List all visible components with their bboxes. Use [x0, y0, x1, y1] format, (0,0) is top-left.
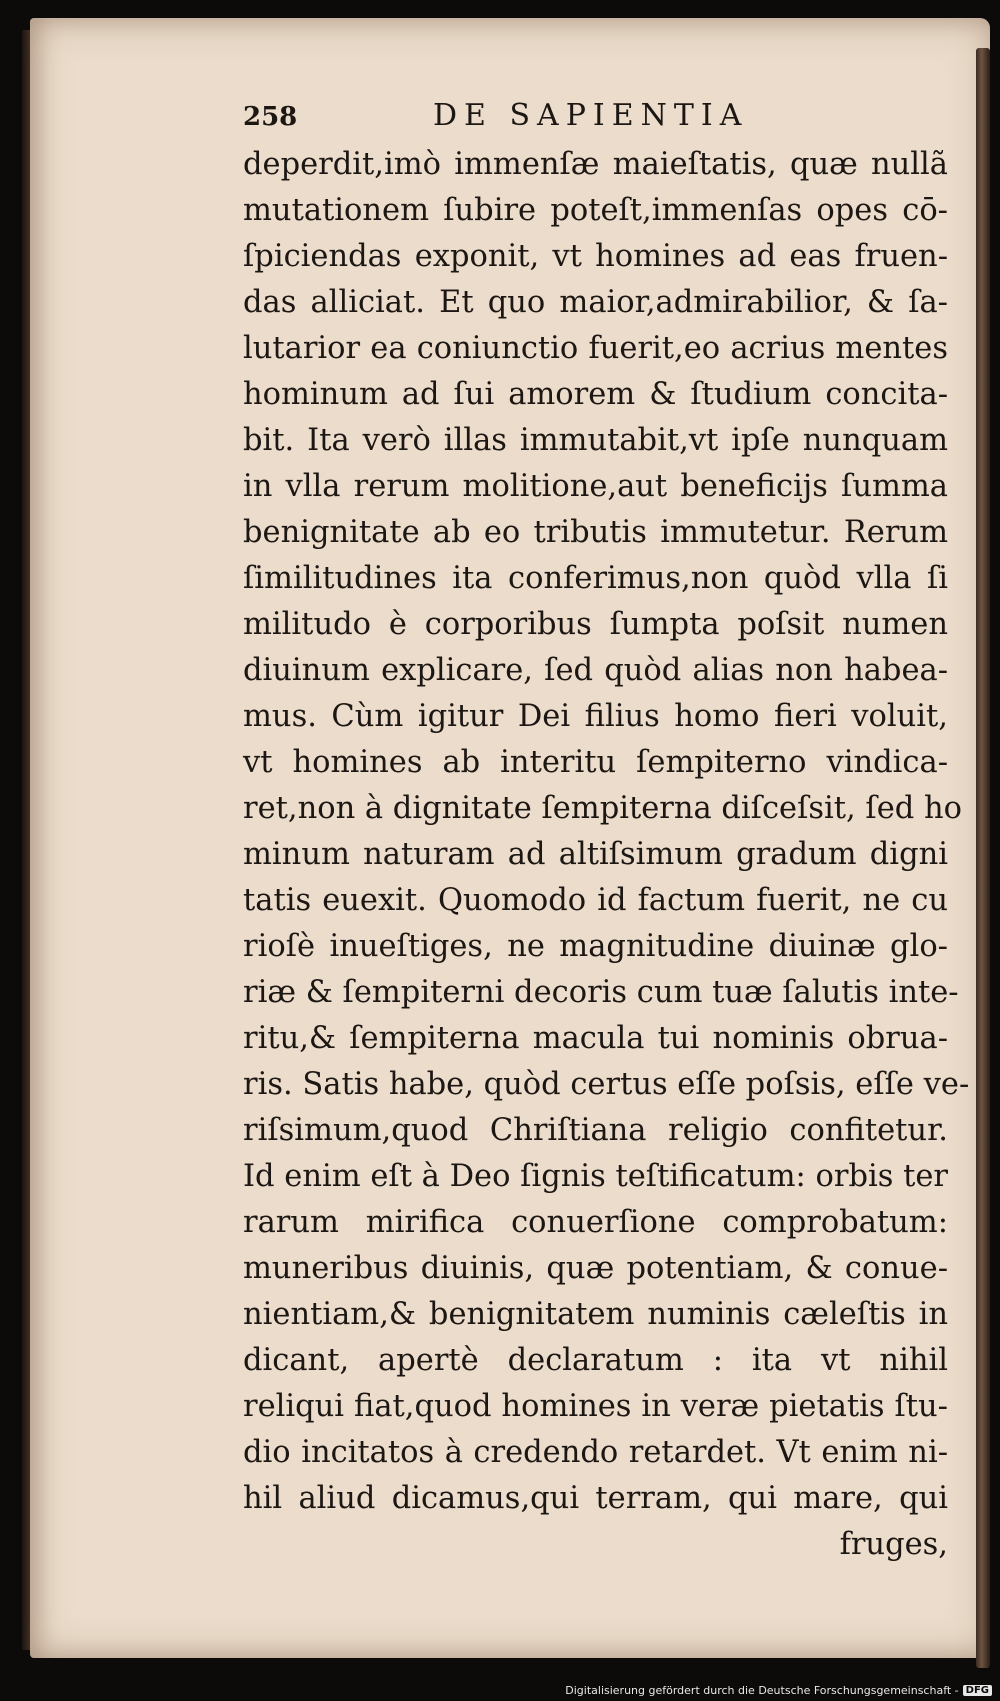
text-line: minum naturam ad altiſsimum gradum digni — [243, 837, 948, 872]
text-line: rarum mirifica conuerſione comprobatum: — [243, 1205, 948, 1240]
text-line: riæ & ſempiterni decoris cum tuæ ſalutis inte- — [243, 975, 959, 1010]
text-line: mus. Cùm igitur Dei filius homo fieri voluit, — [243, 699, 948, 734]
running-head: DE SAPIENTIA — [433, 98, 749, 133]
text-line: ſpiciendas exponit, vt homines ad eas fruen- — [243, 239, 948, 274]
text-line: in vlla rerum molitione,aut beneficijs ſumma — [243, 469, 948, 504]
dfg-logo-icon: DFG — [963, 1685, 992, 1696]
text-line: vt homines ab interitu ſempiterno vindica- — [243, 745, 948, 780]
text-line: ritu,& ſempiterna macula tui nominis obrua- — [243, 1021, 948, 1056]
text-line: ris. Satis habe, quòd certus eſſe poſsis, eſſe ve- — [243, 1067, 970, 1102]
text-line: bit. Ita verò illas immutabit,vt ipſe nunquam — [243, 423, 948, 458]
text-line: mutationem ſubire poteſt,immenſas opes cō- — [243, 193, 948, 228]
catchword: fruges, — [839, 1527, 948, 1562]
body-text — [243, 142, 970, 1522]
text-line: riſsimum,quod Chriſtiana religio confitetur. — [243, 1113, 948, 1148]
text-line: muneribus diuinis, quæ potentiam, & conue- — [243, 1251, 948, 1286]
page-edge-shadow — [976, 48, 990, 1668]
text-line: reliqui fiat,quod homines in veræ pietatis ſtu- — [243, 1389, 948, 1424]
text-line: dicant, apertè declaratum : ita vt nihil — [243, 1343, 948, 1378]
text-line: hominum ad ſui amorem & ſtudium concita- — [243, 377, 948, 412]
text-line: hil aliud dicamus,qui terram, qui mare, qui — [243, 1481, 948, 1516]
text-line: das alliciat. Et quo maior,admirabilior, & ſa- — [243, 285, 948, 320]
text-line: dio incitatos à credendo retardet. Vt enim ni- — [243, 1435, 948, 1470]
credit-text: Digitalisierung gefördert durch die Deutsche Forschungsgemeinschaft - — [565, 1684, 959, 1697]
text-line: militudo è corporibus ſumpta poſsit numen — [243, 607, 948, 642]
page-header — [243, 98, 948, 142]
text-line: ſimilitudines ita conferimus,non quòd vlla ſi — [243, 561, 948, 596]
page-number: 258 — [243, 102, 298, 132]
text-line: Id enim eſt à Deo ſignis teſtificatum: orbis ter — [243, 1159, 948, 1194]
text-line: diuinum explicare, ſed quòd alias non habea- — [243, 653, 948, 688]
text-line: benignitate ab eo tributis immutetur. Rerum — [243, 515, 948, 550]
text-line: nientiam,& benignitatem numinis cæleſtis in — [243, 1297, 948, 1332]
text-line: lutarior ea coniunctio fuerit,eo acrius mentes — [243, 331, 948, 366]
digitization-credit — [565, 1684, 992, 1697]
text-line: ret,non à dignitate ſempiterna diſceſsit, ſed ho — [243, 791, 962, 826]
text-line: deperdit,imò immenſæ maieſtatis, quæ nullã — [243, 147, 948, 182]
page-text — [243, 98, 970, 1568]
text-line: tatis euexit. Quomodo id factum fuerit, ne cu — [243, 883, 948, 918]
text-line: rioſè inueſtiges, ne magnitudine diuinæ glo- — [243, 929, 948, 964]
